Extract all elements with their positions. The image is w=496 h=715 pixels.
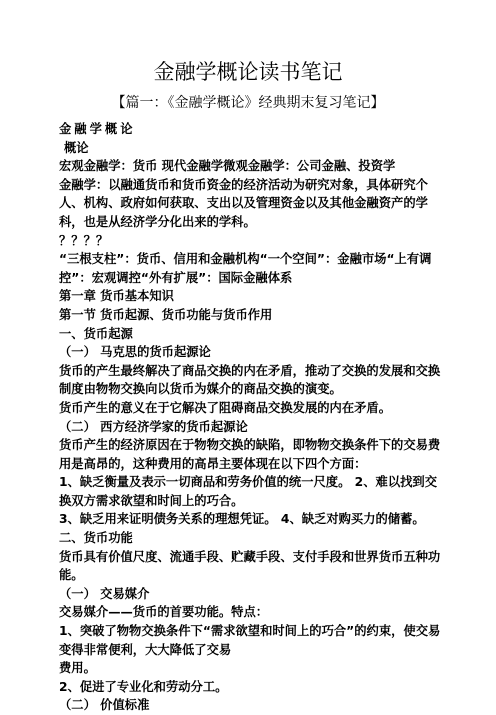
text-line: （一） 马克思的货币起源论 — [59, 345, 211, 360]
text-line: 金融学：以融通货币和货币资金的经济活动为研究对象，具体研究个人、机构、政府如何获取、支出以及管理资金以及其他金融资产的学科，也是从经济学分化出来的学科。 — [59, 177, 428, 229]
text-line: 1、突破了物物交换条件下“需求欲望和时间上的巧合”的约束，使交易变得非常便利，大大降低了交易 — [59, 624, 441, 657]
text-line: 二、货币功能 — [59, 531, 133, 546]
text-line: 宏观金融学：货币 现代金融学微观金融学：公司金融、投资学 — [59, 159, 396, 174]
text-line: （一） 交易媒介 — [59, 586, 150, 601]
text-line: 交易媒介——货币的首要功能。特点： — [59, 605, 269, 620]
text-line: （二） 价值标准 — [59, 698, 150, 713]
text-line: ？？？？ — [59, 233, 109, 248]
text-line: 货币产生的意义在于它解决了阻碍商品交换发展的内在矛盾。 — [59, 400, 392, 415]
text-line: 一、货币起源 — [59, 326, 133, 341]
text-line: 2、促进了专业化和劳动分工。 — [59, 679, 228, 694]
text-line: 3、缺乏用来证明债务关系的理想凭证。 4、缺乏对购买力的储蓄。 — [59, 512, 425, 527]
text-line: 金融学概论 — [59, 122, 136, 136]
text-line: “三根支柱”：货币、信用和金融机构“一个空间”：金融市场“上有调控”：宏观调控“外有扩展”：国际金融体系 — [59, 252, 432, 285]
document-title: 金融学概论读书笔记 — [153, 60, 343, 84]
text-line: 概论 — [64, 140, 89, 155]
document-body — [59, 120, 443, 715]
document-subtitle: 【篇一：《金融学概论》经典期末复习笔记】 — [111, 95, 385, 111]
text-line: 货币具有价值尺度、流通手段、贮藏手段、支付手段和世界货币五种功能。 — [59, 549, 441, 583]
text-line: 货币的产生最终解决了商品交换的内在矛盾，推动了交换的发展和交换制度由物物交换向以货币为媒介的商品交换的演变。 — [59, 363, 441, 397]
text-line: 1、缺乏衡量及表示一切商品和劳务价值的统一尺度。 2、难以找到交换双方需求欲望和时间上的巧合。 — [59, 475, 438, 508]
text-line: 第一节 货币起源、货币功能与货币作用 — [59, 307, 273, 322]
text-line: （二） 西方经济学家的货币起源论 — [59, 419, 248, 434]
text-line: 第一章 货币基本知识 — [59, 289, 174, 304]
text-line: 费用。 — [59, 661, 96, 676]
text-line: 货币产生的经济原因在于物物交换的缺陷，即物物交换条件下的交易费用是高昂的，这种费用的高昂主要体现在以下四个方面： — [59, 438, 441, 471]
